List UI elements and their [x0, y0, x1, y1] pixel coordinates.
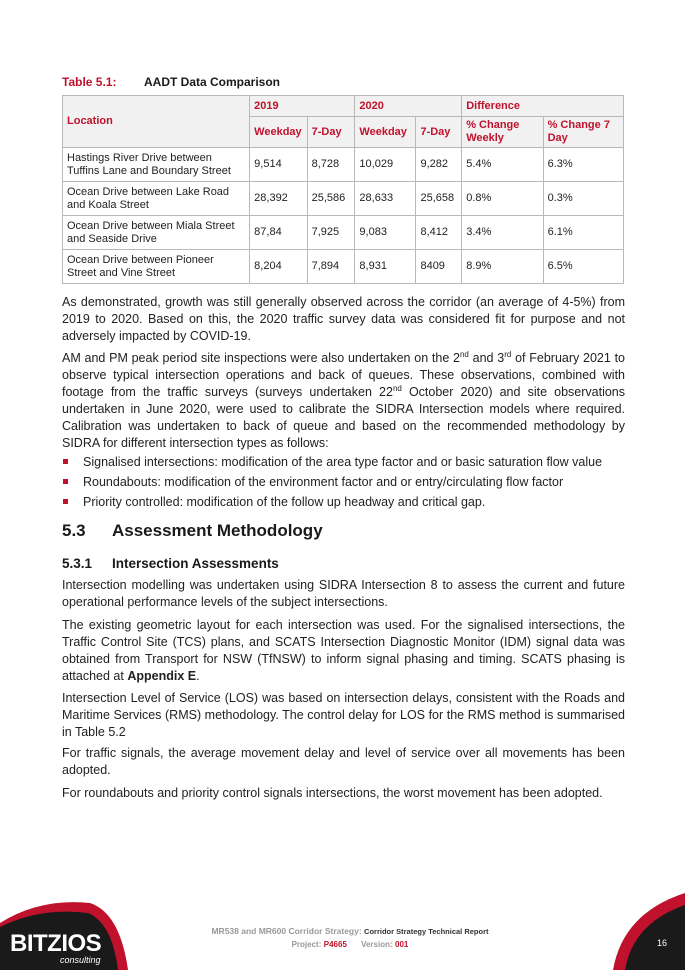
header-2019: 2019: [250, 96, 355, 117]
header-difference: Difference: [462, 96, 624, 117]
paragraph-traffic-signals: For traffic signals, the average movement delay and level of service over all movements has been adopted.: [62, 746, 625, 777]
header-weekday-2020: Weekday: [355, 117, 416, 148]
header-weekday-2019: Weekday: [250, 117, 307, 148]
cell-7day-2020: 9,282: [416, 148, 462, 182]
cell-weekday-2019: 28,392: [250, 182, 307, 216]
cell-weekday-2020: 8,931: [355, 250, 416, 284]
cell-pct-7day: 0.3%: [543, 182, 623, 216]
list-item: Priority controlled: modification of the follow up headway and critical gap.: [62, 494, 625, 514]
cell-weekday-2020: 9,083: [355, 216, 416, 250]
page-number: 16: [656, 938, 667, 948]
calibration-list: [62, 454, 625, 514]
cell-7day-2020: 8,412: [416, 216, 462, 250]
section-heading: 5.3 Assessment Methodology: [62, 521, 323, 540]
table-row: [63, 182, 624, 216]
cell-weekday-2019: 8,204: [250, 250, 307, 284]
header-pct-7day: % Change 7 Day: [543, 117, 623, 148]
footer-corner-shape: [613, 893, 685, 970]
cell-7day-2019: 25,586: [307, 182, 355, 216]
bullet-square-icon: [63, 459, 68, 464]
list-item: Signalised intersections: modification of the area type factor and or basic saturation flow value: [62, 454, 625, 474]
paragraph-los: Intersection Level of Service (LOS) was based on intersection delays, consistent with the Roads and Maritime Services (RMS) methodology. The control delay for LOS for the RMS method is summarised in Table 5.2: [62, 691, 625, 739]
cell-pct-7day: 6.5%: [543, 250, 623, 284]
cell-location: Ocean Drive between Miala Street and Seaside Drive: [63, 216, 250, 250]
header-7day-2019: 7-Day: [307, 117, 355, 148]
bullet-square-icon: [63, 499, 68, 504]
cell-pct-7day: 6.3%: [543, 148, 623, 182]
cell-pct-weekly: 8.9%: [462, 250, 543, 284]
paragraph-modelling: Intersection modelling was undertaken using SIDRA Intersection 8 to assess the current and future operational performance levels of the subject intersections.: [62, 578, 625, 609]
header-location: Location: [63, 96, 250, 148]
cell-7day-2020: 8409: [416, 250, 462, 284]
table-title: AADT Data Comparison: [144, 75, 281, 89]
header-2020: 2020: [355, 96, 462, 117]
cell-weekday-2019: 9,514: [250, 148, 307, 182]
paragraph-roundabouts: For roundabouts and priority control signals intersections, the worst movement has been adopted.: [62, 786, 603, 800]
header-pct-weekly: % Change Weekly: [462, 117, 543, 148]
cell-pct-weekly: 5.4%: [462, 148, 543, 182]
logo-subtitle: consulting: [60, 955, 101, 965]
table-row: [63, 216, 624, 250]
appendix-reference: Appendix E: [127, 669, 197, 683]
cell-pct-weekly: 3.4%: [462, 216, 543, 250]
footer-title: MR538 and MR600 Corridor Strategy:: [211, 926, 362, 936]
cell-weekday-2020: 28,633: [355, 182, 416, 216]
paragraph-geometric-layout: The existing geometric layout for each intersection was used. For the signalised intersections, the Traffic Control Site (TCS) plans, and SCATS Intersection Diagnostic Monitor (IDM) signal data was obtained from Transport for NSW (TfNSW) to inform signal phasing and timing. SCATS phasing is attached at Appendix E.: [62, 618, 625, 683]
table-caption: [62, 75, 280, 89]
list-item: Roundabouts: modification of the environment factor and or entry/circulating flow factor: [62, 474, 625, 494]
bitzios-logo: BITZIOS: [10, 930, 102, 957]
cell-location: Ocean Drive between Pioneer Street and Vine Street: [63, 250, 250, 284]
paragraph-growth: As demonstrated, growth was still generally observed across the corridor (an average of 4-5%) from 2019 to 2020. Based on this, the 2020 traffic survey data was considered fit for purpose and not adversely impacted by COVID-19.: [62, 295, 625, 343]
cell-7day-2020: 25,658: [416, 182, 462, 216]
cell-location: Ocean Drive between Lake Road and Koala Street: [63, 182, 250, 216]
cell-pct-weekly: 0.8%: [462, 182, 543, 216]
table-row: [63, 250, 624, 284]
footer-subtitle: Corridor Strategy Technical Report: [364, 927, 489, 936]
bullet-square-icon: [63, 479, 68, 484]
aadt-table: [62, 95, 624, 284]
cell-location: Hastings River Drive between Tuffins Lane and Boundary Street: [63, 148, 250, 182]
subsection-heading: 5.3.1 Intersection Assessments: [62, 556, 279, 571]
cell-pct-7day: 6.1%: [543, 216, 623, 250]
cell-7day-2019: 7,894: [307, 250, 355, 284]
cell-7day-2019: 8,728: [307, 148, 355, 182]
version-number: 001: [395, 940, 409, 949]
footer-text: MR538 and MR600 Corridor Strategy: Corridor Strategy Technical Report Project: P4665 Version: 001: [211, 926, 489, 949]
cell-weekday-2019: 87,84: [250, 216, 307, 250]
table-row: [63, 148, 624, 182]
table-number: Table 5.1:: [62, 75, 117, 89]
cell-weekday-2020: 10,029: [355, 148, 416, 182]
cell-7day-2019: 7,925: [307, 216, 355, 250]
paragraph-site-inspections: AM and PM peak period site inspections were also undertaken on the 2nd and 3rd of February 2021 to observe typical intersection operations and back of queues. These observations, combined with footage from the traffic surveys (surveys undertaken 22nd October 2020) and site observations undertaken in June 2020, were used to calibrate the SIDRA Intersection models where required. Calibration was undertaken to back of queue and based on the recommended methodology by SIDRA for different intersection types as follows:: [62, 349, 626, 450]
header-7day-2020: 7-Day: [416, 117, 462, 148]
project-number: P4665: [323, 940, 347, 949]
